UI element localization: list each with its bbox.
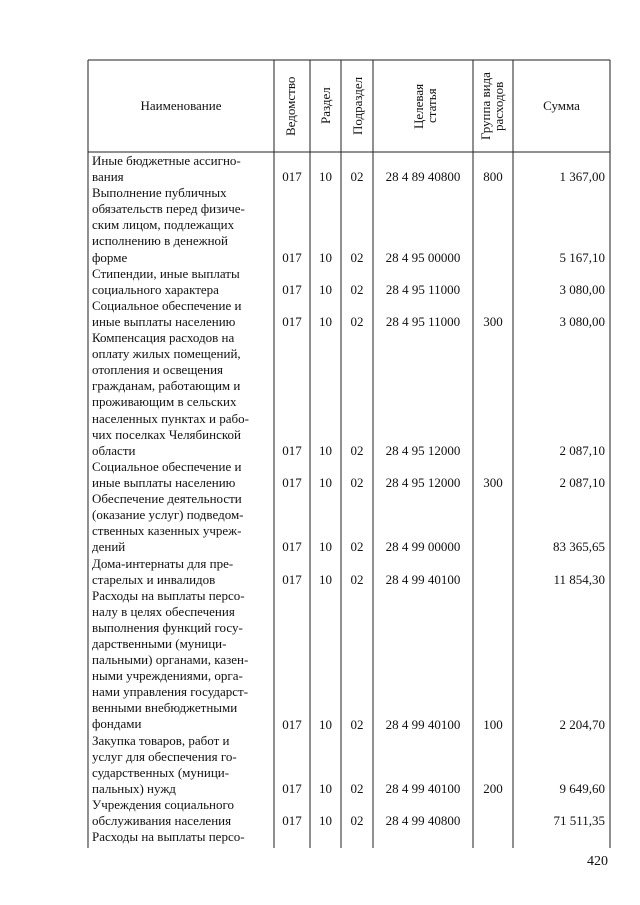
row-5-name-line: Социальное обеспечение и	[92, 458, 242, 474]
row-6-razd: 10	[319, 539, 332, 555]
row-4-name-line: оплату жилых помещений,	[92, 346, 241, 362]
row-1-name-line: исполнению в денежной	[92, 233, 228, 249]
row-6-sum: 83 365,65	[553, 539, 605, 555]
row-0-grp: 800	[483, 169, 503, 185]
row-2-ved: 017	[282, 281, 302, 297]
row-8-name-line: дарственными (муници-	[92, 635, 227, 651]
row-8-sum: 2 204,70	[559, 716, 605, 732]
row-6-ved: 017	[282, 539, 302, 555]
row-10-name	[92, 797, 266, 829]
row-10-ved: 017	[282, 813, 302, 829]
header-celevaya-statya	[412, 62, 440, 150]
row-6-name	[92, 491, 266, 555]
row-4-name-line: населенных пунктах и рабо-	[92, 410, 249, 426]
row-4-name-line: проживающим в сельских	[92, 394, 237, 410]
row-1-name-line: ским лицом, подлежащих	[92, 217, 235, 233]
row-1-razd: 10	[319, 249, 332, 265]
row-5-ved: 017	[282, 475, 302, 490]
row-1-name	[92, 185, 266, 265]
row-4-ved: 017	[282, 442, 302, 458]
page-number: 420	[587, 854, 608, 869]
row-7-ved: 017	[282, 571, 302, 587]
header-gruppa-line1: Группа вида	[478, 72, 493, 140]
row-4-name-line: отопления и освещения	[92, 362, 224, 378]
row-6-name-line: (оказание услуг) подведом-	[92, 507, 244, 523]
row-7-name	[92, 556, 266, 588]
row-5-name	[92, 459, 266, 491]
row-2-podr: 02	[350, 281, 364, 297]
row-9-cel: 28 4 99 40100	[385, 780, 461, 796]
row-9-name-line: Закупка товаров, работ и	[92, 732, 230, 748]
row-2-name	[92, 266, 266, 298]
row-11-name	[92, 829, 266, 845]
row-9-grp: 200	[483, 780, 503, 796]
row-8-name-line: нами управления государст-	[92, 684, 249, 700]
header-gruppa-vida	[479, 62, 507, 150]
row-4-name	[92, 330, 266, 459]
row-6-name-line: Обеспечение деятельности	[92, 491, 242, 507]
row-1-name-line: обязательств перед физиче-	[92, 201, 245, 217]
row-3-name-line: иные выплаты населению	[92, 313, 236, 329]
row-0-sum: 1 367,00	[559, 169, 605, 185]
row-1-name-line: форме	[92, 249, 128, 265]
row-3-cel: 28 4 95 11000	[385, 314, 461, 329]
row-4-name-line: Компенсация расходов на	[92, 330, 235, 346]
header-name: Наименование	[140, 98, 222, 113]
row-5-razd: 10	[319, 475, 332, 490]
row-8-name-line: Расходы на выплаты персо-	[92, 587, 245, 603]
row-5-podr: 02	[350, 475, 364, 490]
row-8-ved: 017	[282, 716, 302, 732]
row-4-razd: 10	[319, 442, 332, 458]
row-10-razd: 10	[319, 813, 332, 829]
header-vedomstvo: Ведомство	[283, 76, 298, 136]
row-2-name-line: социального характера	[92, 281, 219, 297]
row-1-podr: 02	[350, 249, 364, 265]
row-8-cel: 28 4 99 40100	[385, 716, 461, 732]
row-10-cel: 28 4 99 40800	[385, 813, 461, 829]
row-8-grp: 100	[483, 716, 503, 732]
row-0-ved: 017	[282, 169, 302, 185]
header-gruppa-line2: расходов	[491, 81, 506, 131]
row-8-name-line: ными учреждениями, орга-	[92, 668, 243, 684]
row-2-cel: 28 4 95 11000	[385, 281, 461, 297]
row-1-ved: 017	[282, 249, 302, 265]
row-7-name-line: Дома-интернаты для пре-	[92, 555, 234, 571]
row-6-podr: 02	[350, 539, 364, 555]
row-10-podr: 02	[350, 813, 364, 829]
row-8-name-line: фондами	[92, 716, 142, 732]
row-9-name	[92, 733, 266, 797]
header-summa: Сумма	[543, 98, 580, 113]
row-7-podr: 02	[350, 571, 364, 587]
header-celevaya-line1: Целевая	[411, 83, 426, 129]
row-9-sum: 9 649,60	[559, 780, 605, 796]
row-4-name-line: чих поселках Челябинской	[92, 426, 241, 442]
header-celevaya-line2: статья	[424, 88, 439, 124]
row-3-razd: 10	[319, 314, 332, 329]
row-0-name-line: вания	[92, 169, 124, 185]
row-0-name-line: Иные бюджетные ассигно-	[92, 153, 241, 168]
row-0-razd: 10	[319, 169, 332, 185]
row-5-name-line: иные выплаты населению	[92, 474, 236, 490]
row-4-name-line: области	[92, 442, 136, 458]
row-3-name-line: Социальное обеспечение и	[92, 297, 242, 313]
row-3-grp: 300	[483, 314, 503, 329]
row-7-cel: 28 4 99 40100	[385, 571, 461, 587]
row-1-cel: 28 4 95 00000	[385, 249, 461, 265]
row-8-name-line: налу в целях обеспечения	[92, 603, 235, 619]
row-6-name-line: дений	[92, 539, 126, 555]
row-4-name-line: гражданам, работающим и	[92, 378, 241, 394]
row-8-name-line: выполнения функций госу-	[92, 619, 243, 635]
row-5-sum: 2 087,10	[559, 475, 605, 490]
row-8-name-line: пальными) органами, казен-	[92, 652, 249, 668]
header-razdel: Раздел	[318, 87, 333, 125]
row-3-name	[92, 298, 266, 330]
row-0-name	[92, 153, 266, 185]
row-0-podr: 02	[350, 169, 364, 185]
row-5-cel: 28 4 95 12000	[385, 475, 461, 490]
row-4-podr: 02	[350, 442, 364, 458]
row-1-sum: 5 167,10	[559, 249, 605, 265]
row-8-name-line: венными внебюджетными	[92, 700, 238, 716]
row-7-sum: 11 854,30	[553, 571, 605, 587]
row-9-razd: 10	[319, 780, 332, 796]
row-9-name-line: пальных) нужд	[92, 780, 176, 796]
row-2-sum: 3 080,00	[559, 281, 605, 297]
row-8-name	[92, 588, 266, 733]
row-8-razd: 10	[319, 716, 332, 732]
row-6-cel: 28 4 99 00000	[385, 539, 461, 555]
row-9-name-line: сударственных (муници-	[92, 764, 230, 780]
row-4-cel: 28 4 95 12000	[385, 442, 461, 458]
row-9-name-line: услуг для обеспечения го-	[92, 748, 237, 764]
row-3-podr: 02	[350, 314, 364, 329]
row-9-ved: 017	[282, 780, 302, 796]
row-7-name-line: старелых и инвалидов	[92, 571, 216, 587]
row-4-sum: 2 087,10	[559, 442, 605, 458]
row-8-podr: 02	[350, 716, 364, 732]
row-3-ved: 017	[282, 314, 302, 329]
row-2-razd: 10	[319, 281, 332, 297]
row-9-podr: 02	[350, 780, 364, 796]
row-1-name-line: Выполнение публичных	[92, 185, 227, 201]
row-10-name-line: Учреждения социального	[92, 797, 234, 812]
row-11-name-line: Расходы на выплаты персо-	[92, 829, 245, 845]
row-5-grp: 300	[483, 475, 503, 490]
row-7-razd: 10	[319, 571, 332, 587]
row-2-name-line: Стипендии, иные выплаты	[92, 265, 240, 281]
row-6-name-line: ственных казенных учреж-	[92, 523, 242, 539]
row-10-sum: 71 511,35	[553, 813, 605, 829]
row-3-sum: 3 080,00	[559, 314, 605, 329]
row-10-name-line: обслуживания населения	[92, 813, 232, 829]
row-0-cel: 28 4 89 40800	[385, 169, 461, 185]
header-podrazdel: Подраздел	[350, 76, 365, 136]
